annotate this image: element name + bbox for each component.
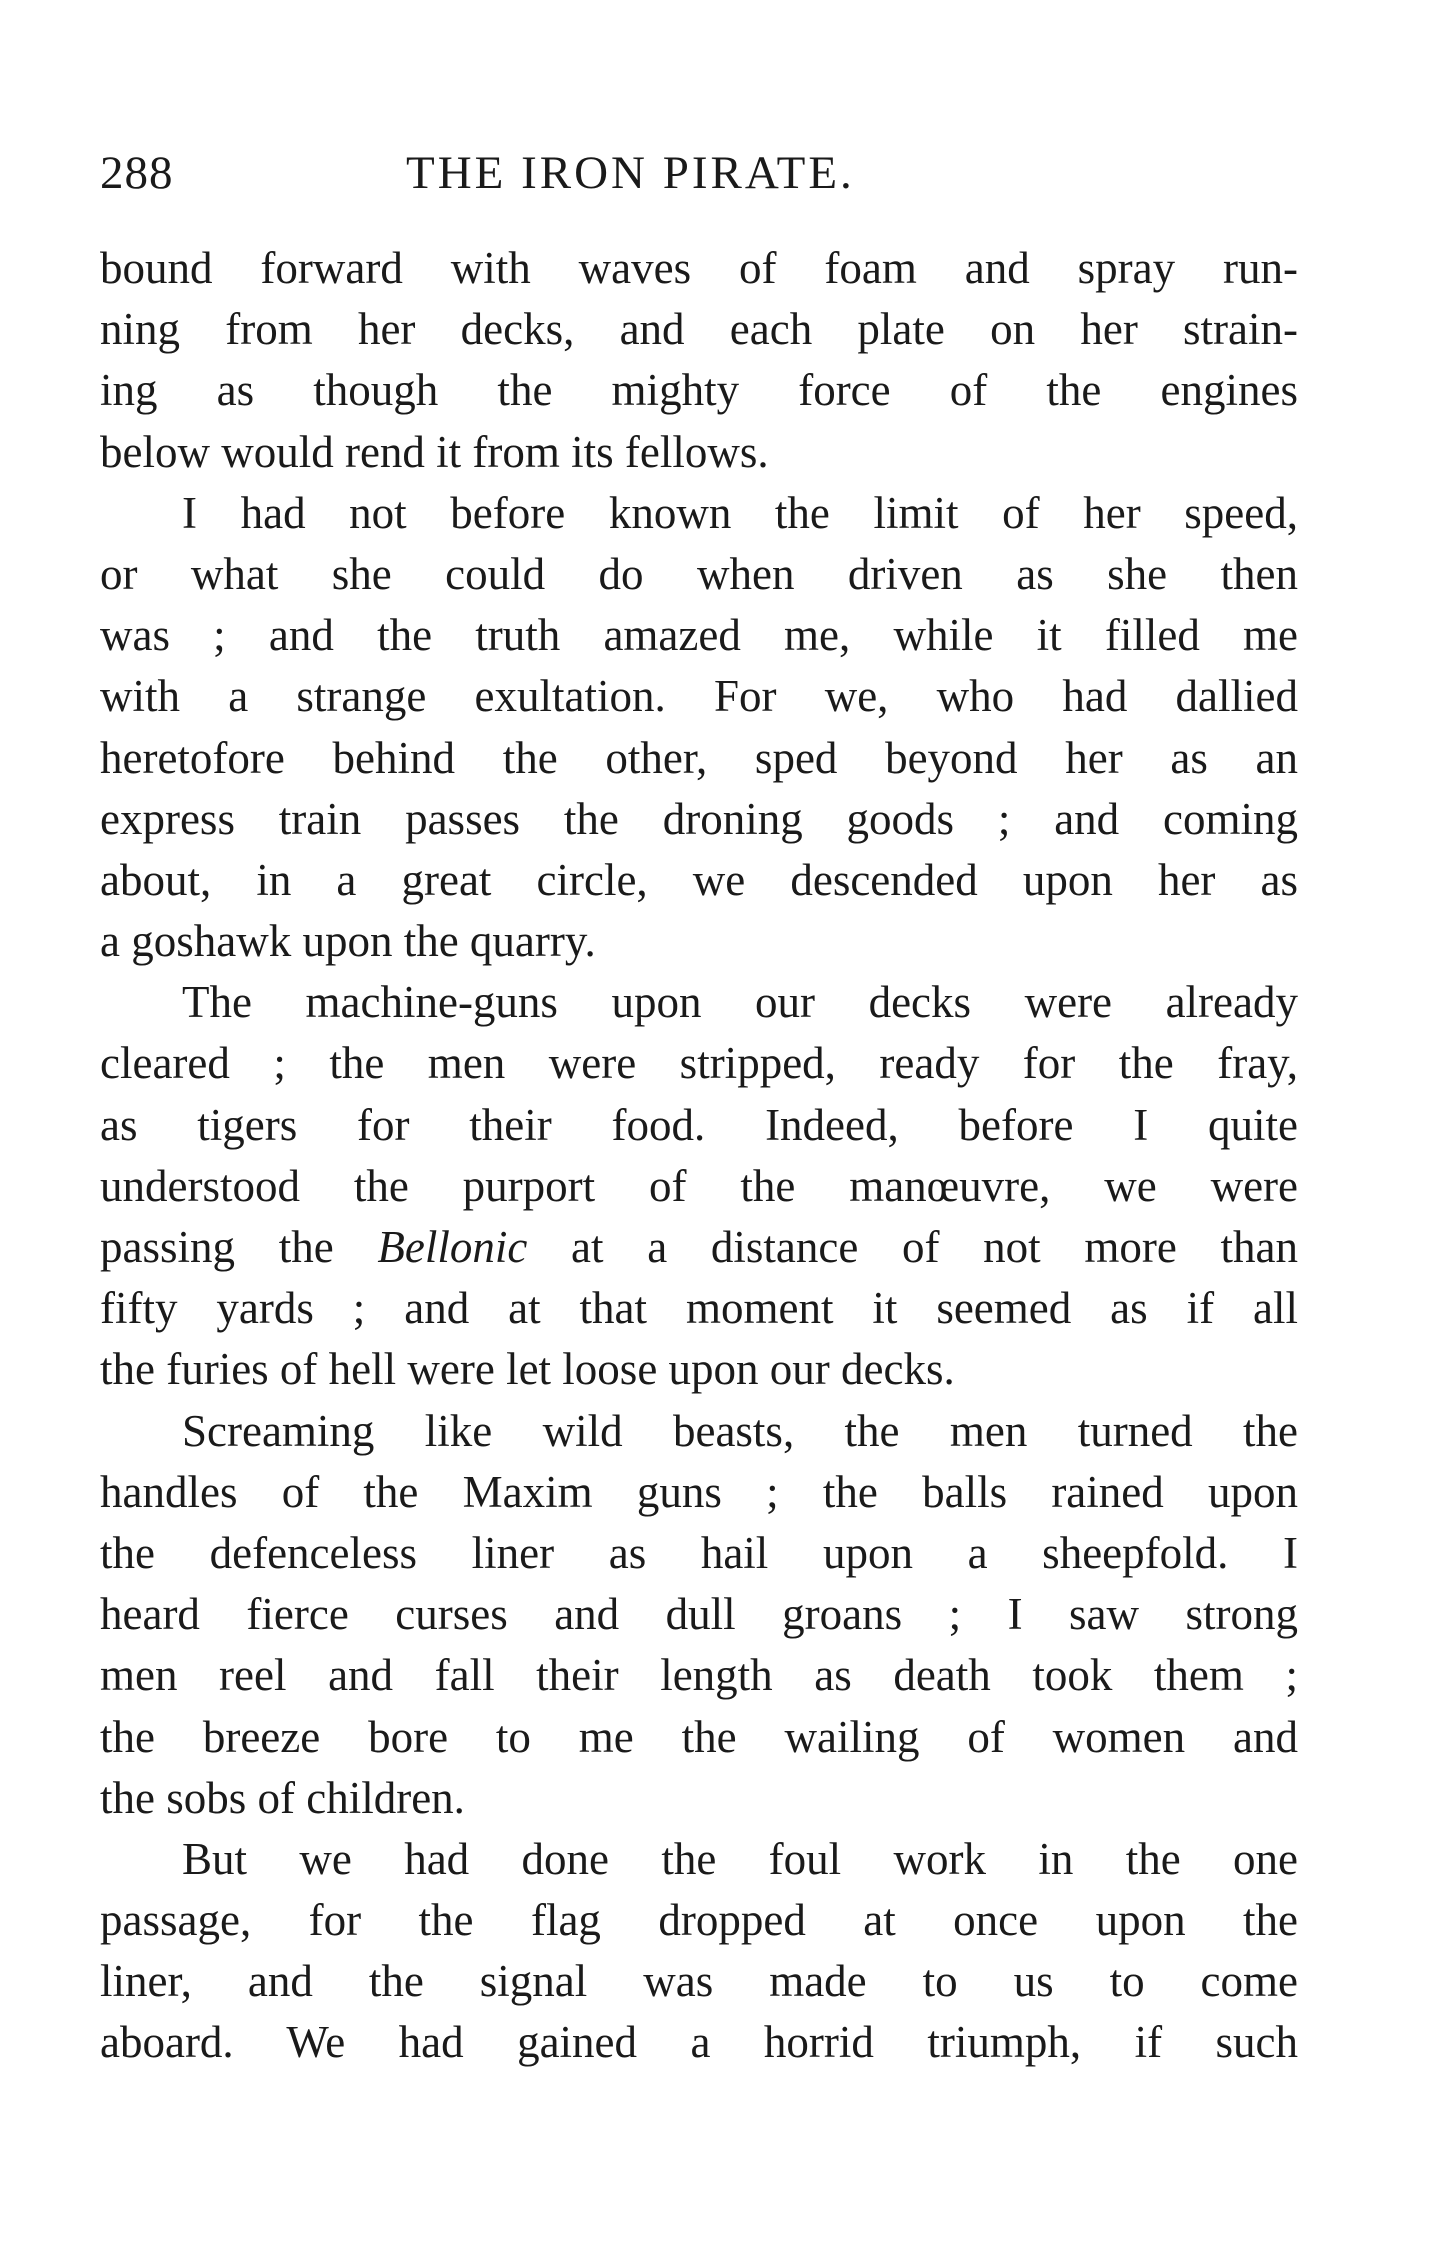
- text-line: heard fierce curses and dull groans ; I saw strong: [100, 1589, 1298, 1640]
- text-line: liner, and the signal was made to us to come: [100, 1956, 1298, 2007]
- text-line: a goshawk upon the quarry.: [100, 916, 596, 967]
- text-line: ing as though the mighty force of the engines: [100, 365, 1298, 416]
- text-line: below would rend it from its fellows.: [100, 426, 769, 477]
- text-line: the breeze bore to me the wailing of women and: [100, 1711, 1298, 1762]
- text-line: passing the Bellonic at a distance of not more than: [100, 1222, 1298, 1272]
- paragraph: [100, 483, 1298, 973]
- text-line: bound forward with waves of foam and spray run-: [100, 243, 1298, 293]
- text-line: I had not before known the limit of her speed,: [182, 487, 1298, 538]
- text-line: But we had done the foul work in the one: [182, 1833, 1298, 1884]
- text-line: was ; and the truth amazed me, while it filled me: [100, 610, 1298, 661]
- text-line: ning from her decks, and each plate on her strain-: [100, 304, 1298, 355]
- paragraph: [100, 1829, 1298, 2074]
- paragraph: [100, 1401, 1298, 1829]
- text-line: with a strange exultation. For we, who had dallied: [100, 671, 1298, 722]
- running-head: [100, 138, 1298, 208]
- ship-name: Bellonic: [377, 1222, 528, 1272]
- text-line: men reel and fall their length as death took them ;: [100, 1650, 1298, 1701]
- running-title: THE IRON PIRATE.: [406, 147, 855, 199]
- text-line: as tigers for their food. Indeed, before I quite: [100, 1099, 1298, 1150]
- paragraph: [100, 972, 1298, 1400]
- text-line: express train passes the droning goods ; and coming: [100, 793, 1298, 844]
- text-line: the sobs of children.: [100, 1772, 465, 1823]
- page-number: 288: [100, 147, 174, 199]
- text-line: the defenceless liner as hail upon a sheepfold. I: [100, 1527, 1298, 1578]
- text-line: handles of the Maxim guns ; the balls rained upon: [100, 1466, 1298, 1517]
- text-line: The machine-guns upon our decks were already: [182, 977, 1298, 1028]
- body-text: [100, 238, 1298, 2074]
- text-line: Screaming like wild beasts, the men turned the: [182, 1405, 1298, 1456]
- text-line: passage, for the flag dropped at once upon the: [100, 1895, 1298, 1946]
- text-line: aboard. We had gained a horrid triumph, if such: [100, 2017, 1298, 2068]
- text-line: understood the purport of the manœuvre, we were: [100, 1160, 1298, 1211]
- text-line: or what she could do when driven as she then: [100, 548, 1298, 599]
- text-line: fifty yards ; and at that moment it seemed as if all: [100, 1283, 1298, 1334]
- text-line: the furies of hell were let loose upon our decks.: [100, 1344, 955, 1395]
- text-line: heretofore behind the other, sped beyond her as an: [100, 732, 1298, 783]
- paragraph: [100, 238, 1298, 483]
- text-line: cleared ; the men were stripped, ready for the fray,: [100, 1038, 1298, 1089]
- text-line: about, in a great circle, we descended upon her as: [100, 854, 1298, 905]
